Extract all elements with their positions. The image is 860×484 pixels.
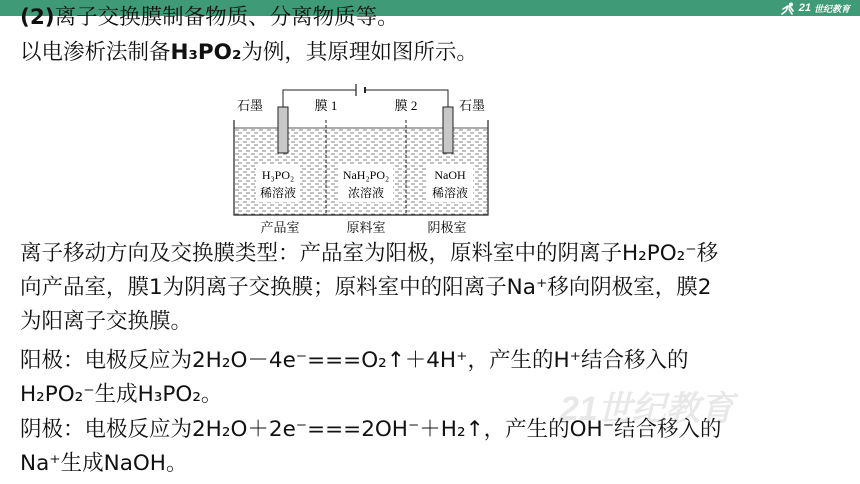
electrodialysis-diagram xyxy=(226,80,496,240)
anode-line-2: H₂PO₂⁻生成H₃PO₂。 xyxy=(20,382,223,407)
cell-left-formula: H₃PO₂ xyxy=(261,168,295,182)
paragraph-1-line-3: 为阳离子交换膜。 xyxy=(20,309,193,334)
electrode-left-label: 石墨 xyxy=(236,98,264,113)
electrode-right xyxy=(443,107,453,153)
intro-line xyxy=(20,37,478,69)
intro-formula: H₃PO₂ xyxy=(170,40,242,65)
cell-mid-desc: 浓溶液 xyxy=(347,186,385,200)
cell-right-desc: 稀溶液 xyxy=(431,186,469,200)
intro-after: 为例，其原理如图所示。 xyxy=(241,40,478,65)
cathode-line-1: 阴极：电极反应为2H₂O＋2e⁻===2OH⁻＋H₂↑，产生的OH⁻结合移入的 xyxy=(20,417,722,442)
electrode-left xyxy=(278,107,288,153)
paragraph-1-line-2: 向产品室，膜1为阴离子交换膜；原料室中的阳离子Na⁺移向阴极室，膜2 xyxy=(20,275,712,300)
watermark-logo-icon xyxy=(560,388,810,428)
cathode-line-2: Na⁺生成NaOH。 xyxy=(20,451,188,476)
cell-left-desc: 稀溶液 xyxy=(259,186,297,200)
room-left-label: 产品室 xyxy=(260,220,300,235)
brand-number: 21 xyxy=(798,2,811,14)
runner-logo-icon xyxy=(780,2,796,15)
intro-before: 以电渗析法制备 xyxy=(20,40,171,65)
anode-line-1: 阳极：电极反应为2H₂O－4e⁻===O₂↑＋4H⁺，产生的H⁺结合移入的 xyxy=(20,348,689,373)
watermark-text: 21世纪教育 xyxy=(560,390,734,428)
membrane-1-label: 膜 1 xyxy=(314,98,338,113)
cell-mid-formula: NaH₂PO₂ xyxy=(342,168,390,182)
cell-right-formula: NaOH xyxy=(434,168,466,182)
room-right-label: 阴极室 xyxy=(427,220,467,235)
membrane-2-label: 膜 2 xyxy=(394,98,418,113)
paragraph-1-line-1: 离子移动方向及交换膜类型：产品室为阳极，原料室中的阴离子H₂PO₂⁻移 xyxy=(20,241,719,266)
section-heading xyxy=(20,2,399,34)
brand-text: 世纪教育 xyxy=(813,3,850,14)
heading-text: 离子交换膜制备物质、分离物质等。 xyxy=(54,5,399,30)
heading-label: (2) xyxy=(20,5,55,30)
brand-logo xyxy=(780,0,850,16)
battery-wire xyxy=(283,84,448,107)
watermark xyxy=(560,388,810,432)
electrode-right-label: 石墨 xyxy=(458,98,486,113)
room-mid-label: 原料室 xyxy=(346,220,386,235)
